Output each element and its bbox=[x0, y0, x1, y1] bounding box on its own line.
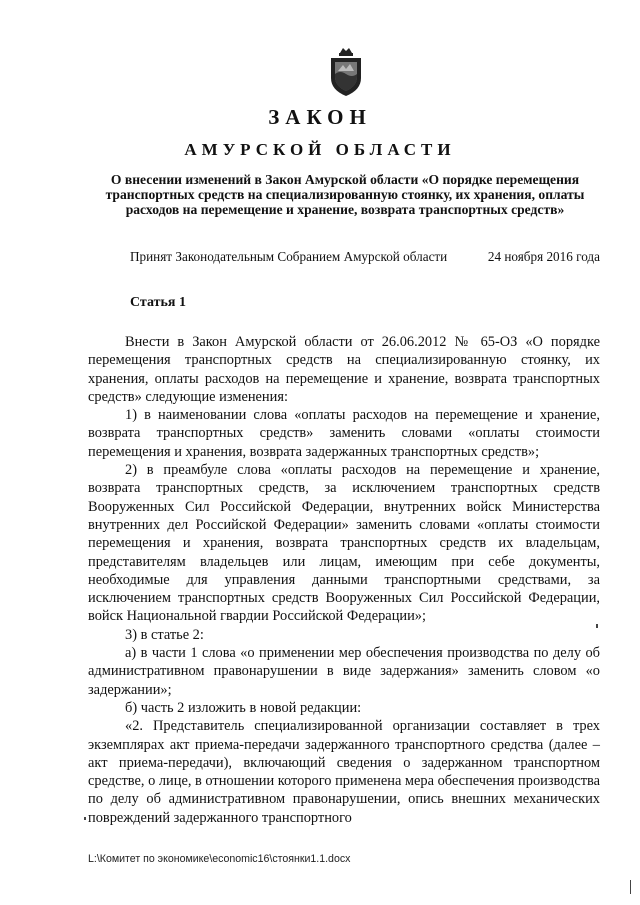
article-title: Статья 1 bbox=[130, 295, 186, 310]
footer-file-path: L:\Комитет по экономике\economic16\стоянки1.1.docx bbox=[88, 853, 351, 865]
paragraph-quoted-part-2: «2. Представитель специализированной организации составляет в трех экземплярах акт приема-передачи задержанного транспортного средства (далее – акт приема-передачи), включающий сведения о задержанном транспортном средстве, о лице, в отношении которого применена мера обеспечения производства по делу об административном правонарушении, опись внешних механических повреждений задержанного транспортного bbox=[88, 718, 600, 826]
paragraph-item-3b: б) часть 2 изложить в новой редакции: bbox=[125, 699, 362, 716]
scan-mark bbox=[84, 817, 86, 820]
scan-mark bbox=[596, 624, 598, 628]
adopted-by: Принят Законодательным Собранием Амурской области bbox=[130, 249, 448, 264]
paragraph-intro: Внести в Закон Амурской области от 26.06.2012 № 65-ОЗ «О порядке перемещения транспортных средств на специализированную стоянку, их хранения, оплаты расходов на перемещение и хранение, возврата транспортных средств» следующие изменения: bbox=[88, 334, 600, 405]
document-heading: О внесении изменений в Закон Амурской области «О порядке перемещения транспортных средств на специализированную стоянку, их хранения, оплаты расходов на перемещение и хранение, возврата транспортных средств» bbox=[105, 172, 585, 217]
adopted-date: 24 ноября 2016 года bbox=[487, 249, 600, 264]
paragraph-item-3: 3) в статье 2: bbox=[125, 626, 204, 643]
coat-of-arms-icon bbox=[326, 44, 366, 98]
document-title: ЗАКОН bbox=[268, 105, 372, 129]
scan-edge-mark bbox=[630, 880, 631, 894]
paragraph-item-2: 2) в преамбуле слова «оплаты расходов на перемещение и хранение, возврата транспортных средств, за исключением транспортных средств Вооруженных Сил Российской Федерации, внутренних войск Министерства внутренних дел Российской Федерации» заменить словами «оплаты стоимости перемещения и хранения, возврата транспортных средств их владельцам, представителям владельцев или лицам, имеющим при себе документы, необходимые для управления данными транспортными средствами, за исключением транспортных средств Вооруженных Сил Российской Федерации, войск Национальной гвардии Российской Федерации»; bbox=[88, 462, 600, 625]
document-subtitle: АМУРСКОЙ ОБЛАСТИ bbox=[184, 140, 456, 159]
paragraph-item-3a: а) в части 1 слова «о применении мер обеспечения производства по делу об административном правонарушении в виде задержания» заменить словом «о задержании»; bbox=[88, 645, 600, 698]
paragraph-item-1: 1) в наименовании слова «оплаты расходов на перемещение и хранение, возврата транспортных средств» заменить словами «оплаты стоимости перемещения и хранения, возврата задержанных транспортных средств»; bbox=[88, 407, 600, 460]
article-body bbox=[88, 333, 600, 827]
